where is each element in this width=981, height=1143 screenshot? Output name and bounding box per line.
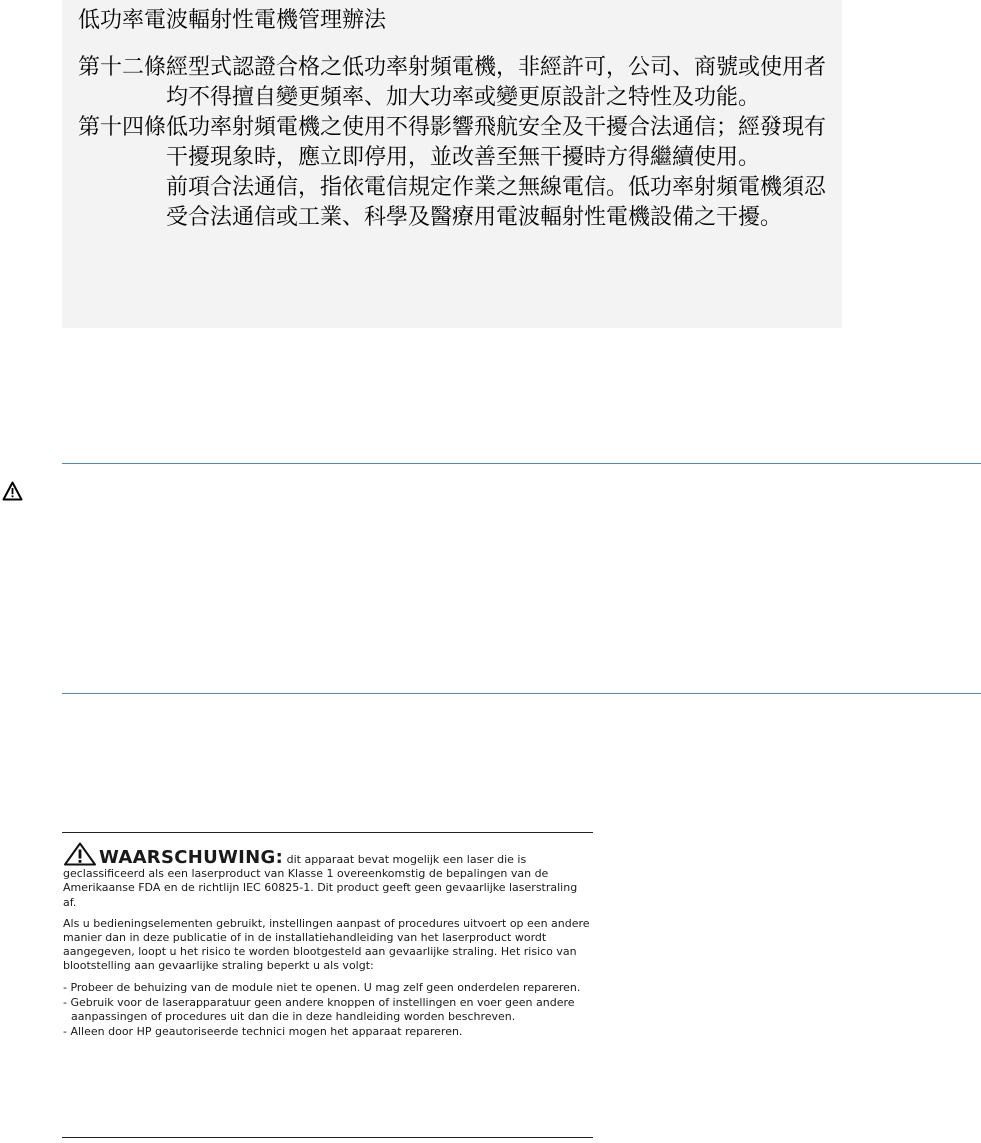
list-item: - Alleen door HP geautoriseerde technici mogen het apparaat repareren.	[63, 1025, 463, 1039]
list-item: - Gebruik voor de laserapparatuur geen andere knoppen of instellingen en voer geen andere aanpassingen of procedures uit dan die in deze handleiding worden beschreven.	[63, 995, 575, 1024]
warning-triangle-icon	[63, 842, 97, 866]
article-body	[166, 113, 842, 233]
chinese-regulation-notice	[62, 0, 842, 328]
warning-paragraph: Als u bedieningselementen gebruikt, instellingen aanpast of procedures uitvoert op een andere manier dan in deze publicatie of in de installatiehandleiding van het laserproduct wordt aangegeven, loopt u het risico te worden blootgesteld aan gevaarlijke straling. Het risico van blootstelling aan gevaarlijke straling beperkt u als volgt:	[63, 916, 590, 973]
article-paragraph: 經型式認證合格之低功率射頻電機，非經許可，公司、商號或使用者均不得擅自變更頻率、加大功率或變更原設計之特性及功能。	[166, 55, 827, 110]
article-12	[78, 53, 842, 113]
warning-triangle-icon	[2, 481, 23, 501]
notice-title: 低功率電波輻射性電機管理辦法	[78, 8, 387, 33]
section-divider-top	[62, 463, 981, 464]
list-item: - Probeer de behuizing van de module niet te openen. U mag zelf geen onderdelen repareren.	[63, 980, 581, 994]
article-label: 第十二條	[78, 55, 167, 80]
article-14	[78, 113, 842, 233]
article-paragraph: 前項合法通信，指依電信規定作業之無線電信。低功率射頻電機須忍受合法通信或工業、科學及醫療用電波輻射性電機設備之干擾。	[166, 175, 827, 230]
warning-intro-paragraph	[63, 842, 593, 910]
dutch-laser-warning	[62, 832, 593, 1138]
warning-instructions-list	[63, 981, 593, 1040]
section-divider-bottom	[62, 693, 981, 694]
article-label: 第十四條	[78, 115, 167, 140]
warning-intro: dit apparaat bevat mogelijk een laser die is geclassificeerd als een laserproduct van Klasse 1 overeenkomstig de bepalingen van de Amerikaanse FDA en de richtlijn IEC 60825-1. Dit product geeft geen gevaarlijke laserstraling af.	[63, 853, 578, 909]
article-paragraph: 低功率射頻電機之使用不得影響飛航安全及干擾合法通信；經發現有干擾現象時，應立即停用，並改善至無干擾時方得繼續使用。	[166, 115, 827, 170]
article-body	[166, 53, 842, 113]
warning-heading: WAARSCHUWING:	[99, 847, 284, 868]
